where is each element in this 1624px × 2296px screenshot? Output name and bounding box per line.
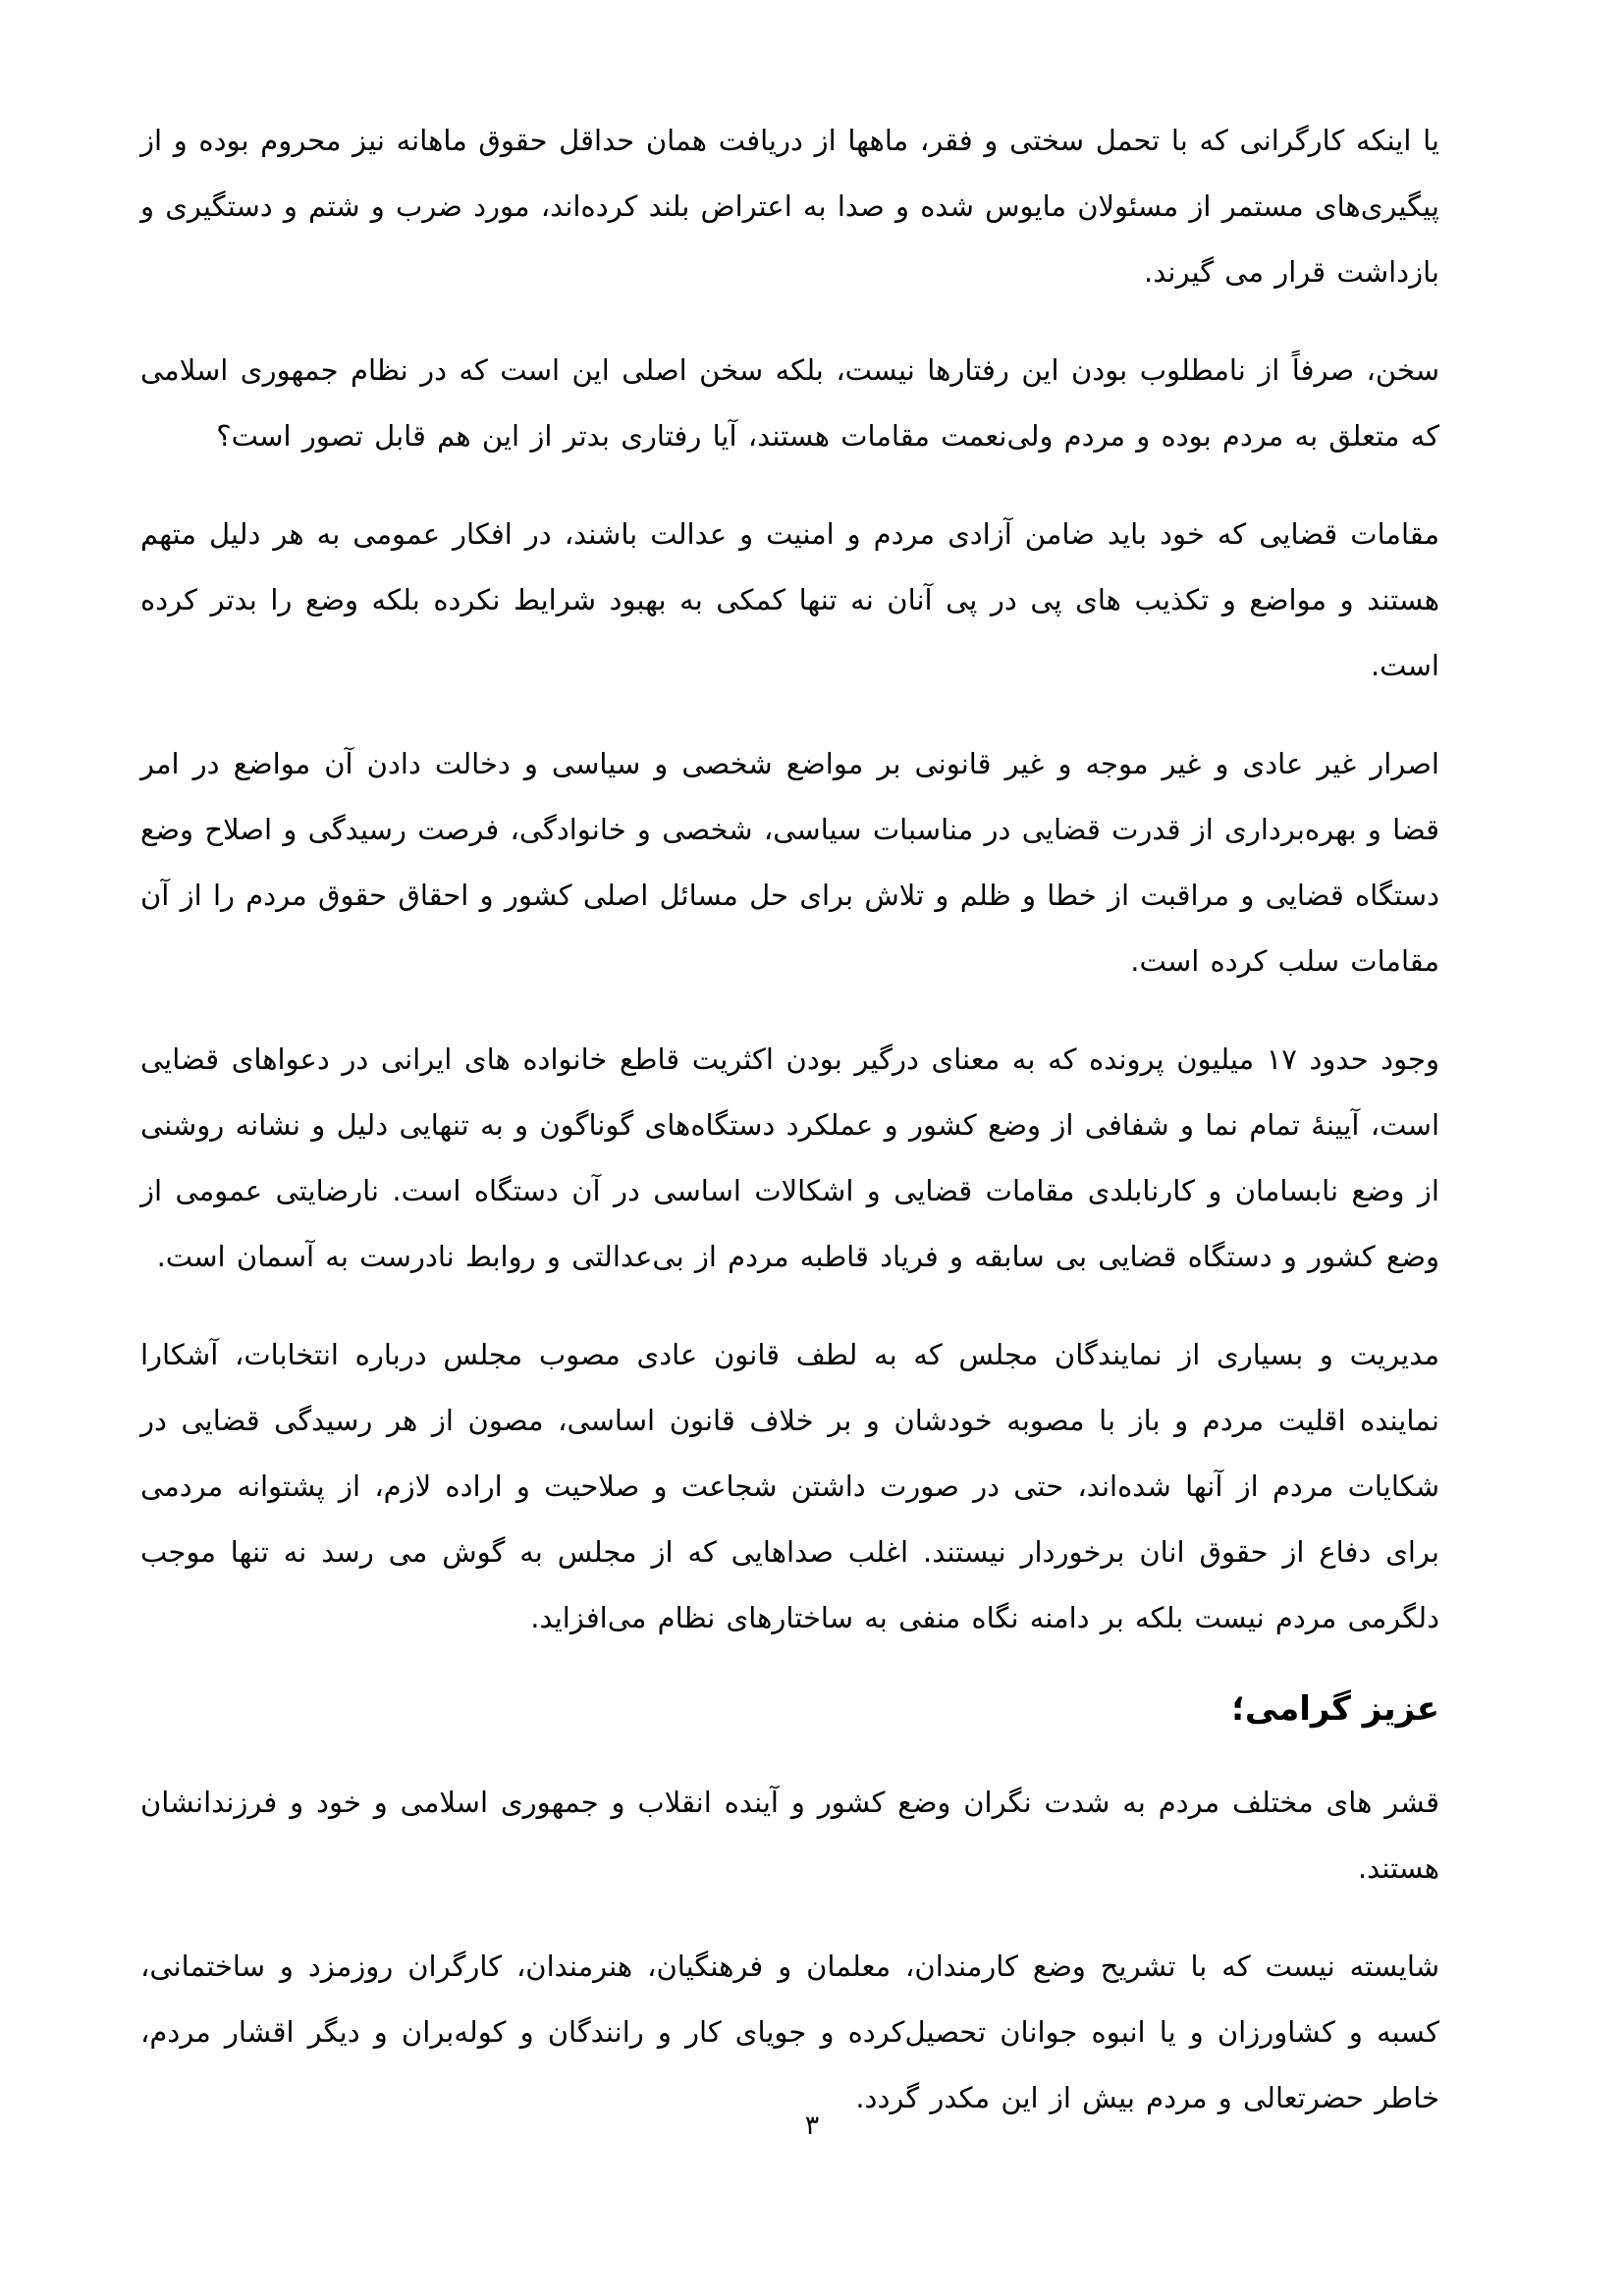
page-number: ۳ — [804, 2110, 820, 2141]
paragraph-judicial-officials: مقامات قضایی که خود باید ضامن آزادی مردم و امنیت و عدالت باشند، در افکار عمومی به هر دلیل متهم هستند و مواضع و تکذیب های پی در پی آنان نه تنها کمکی به بهبود شرایط نکرده بلکه وضع را بدتر کرده است. — [140, 517, 1439, 682]
paragraph-public-concern: قشر های مختلف مردم به شدت نگران وضع کشور و آینده انقلاب و جمهوری اسلامی و خود و فرزندانشان هستند. — [140, 1786, 1439, 1885]
paragraph-social-groups: شایسته نیست که با تشریح وضع کارمندان، معلمان و فرهنگیان، هنرمندان، کارگران روزمزد و ساختمانی، کسبه و کشاورزان و یا انبوه جوانان تحصیل‌کرده و جویای کار و رانندگان و کوله‌بران و دیگر اقشار مردم، خاطر حضرتعالی و مردم بیش از این مکدر گردد. — [140, 1949, 1439, 2114]
paragraph-court-cases: وجود حدود ۱۷ میلیون پرونده که به معنای درگیر بودن اکثریت قاطع خانواده های ایرانی در دعواهای قضایی است، آیینۀ تمام نما و شفافی از وضع کشور و عملکرد دستگاه‌های گوناگون و به تنهایی دلیل و نشانه روشنی از وضع نابسامان و کارنابلدی مقامات قضایی و اشکالات اساسی در آن دستگاه است. نارضایتی عمومی از وضع کشور و دستگاه قضایی بی سابقه و فریاد قاطبه مردم از بی‌عدالتی و روابط نادرست به آسمان است. — [140, 1042, 1439, 1273]
paragraph-workers: یا اینکه کارگرانی که با تحمل سختی و فقر، ماهها از دریافت همان حداقل حقوق ماهانه نیز محروم بوده و از پیگیری‌های مستمر از مسئولان مایوس شده و صدا به اعتراض بلند کرده‌اند، مورد ضرب و شتم و دستگیری و بازداشت قرار می گیرند. — [140, 124, 1439, 289]
paragraph-main-point: سخن، صرفاً از نامطلوب بودن این رفتارها نیست، بلکه سخن اصلی این است که در نظام جمهوری اسلامی که متعلق به مردم بوده و مردم ولی‌نعمت مقامات هستند، آیا رفتاری بدتر از این هم قابل تصور است؟ — [140, 353, 1439, 453]
paragraph-parliament: مدیریت و بسیاری از نمایندگان مجلس که به لطف قانون عادی مصوب مجلس درباره انتخابات، آشکارا نماینده اقلیت مردم و باز با مصوبه خودشان و بر خلاف قانون اساسی، مصون از هر رسیدگی قضایی در شکایات مردم از آنها شده‌اند، حتی در صورت داشتن شجاعت و صلاحیت و اراده لازم، از پشتوانه مردمی برای دفاع از حقوق انان برخوردار نیستند. اغلب صداهایی که از مجلس به گوش می رسد نه تنها موجب دلگرمی مردم نیست بلکه بر دامنه نگاه منفی به ساختارهای نظام می‌افزاید. — [140, 1338, 1439, 1634]
paragraph-judicial-power: اصرار غیر عادی و غیر موجه و غیر قانونی بر مواضع شخصی و سیاسی و دخالت دادن آن مواضع در امر قضا و بهره‌برداری از قدرت قضایی در مناسبات سیاسی، شخصی و خانوادگی، فرصت رسیدگی و اصلاح وضع دستگاه قضایی و مراقبت از خطا و ظلم و تلاش برای حل مسائل اصلی کشور و احقاق حقوق مردم را از آن مقامات سلب کرده است. — [140, 747, 1439, 978]
section-heading: عزیز گرامی؛ — [1231, 1689, 1439, 1729]
